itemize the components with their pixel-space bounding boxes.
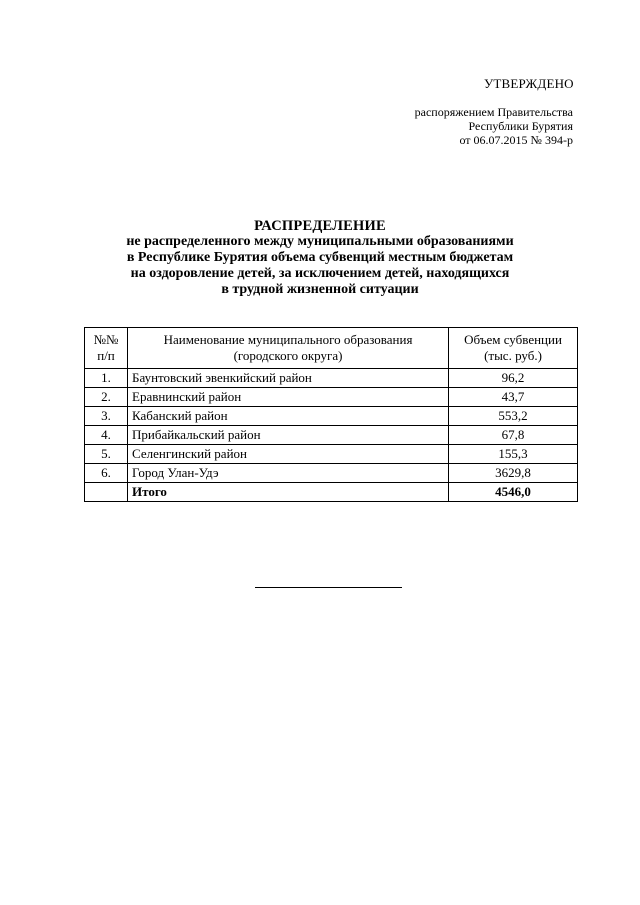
- table-row: [85, 464, 578, 483]
- table-row: [85, 407, 578, 426]
- row-value: 43,7: [449, 388, 578, 407]
- approved-stamp: УТВЕРЖДЕНО: [484, 76, 574, 91]
- closing-rule: [255, 587, 402, 588]
- row-name: Кабанский район: [128, 407, 449, 426]
- approval-line-3: от 06.07.2015 № 394-р: [459, 133, 573, 147]
- row-num: 3.: [85, 407, 128, 426]
- header-name-line-2: (городского округа): [233, 348, 343, 363]
- row-num: 5.: [85, 445, 128, 464]
- header-value-line-2: (тыс. руб.): [484, 348, 542, 363]
- total-num-empty: [85, 483, 128, 502]
- total-row: [85, 483, 578, 502]
- total-value: 4546,0: [449, 483, 578, 502]
- header-value: [449, 328, 578, 369]
- title-line-2: не распределенного между муниципальными образованиями: [126, 234, 514, 249]
- row-num: 2.: [85, 388, 128, 407]
- table-row: [85, 388, 578, 407]
- row-num: 4.: [85, 426, 128, 445]
- table-header-row: [85, 328, 578, 369]
- row-name: Еравнинский район: [128, 388, 449, 407]
- title-line-4: на оздоровление детей, за исключением детей, находящихся: [130, 266, 510, 281]
- header-num: [85, 328, 128, 369]
- header-num-line-1: №№: [93, 332, 119, 347]
- document-title: [60, 218, 580, 298]
- row-name: Город Улан-Удэ: [128, 464, 449, 483]
- title-line-3: в Республике Бурятия объема субвенций местным бюджетам: [126, 250, 514, 265]
- row-value: 3629,8: [449, 464, 578, 483]
- table-row: [85, 426, 578, 445]
- total-label: Итого: [128, 483, 449, 502]
- header-value-line-1: Объем субвенции: [464, 332, 562, 347]
- row-value: 96,2: [449, 369, 578, 388]
- subvention-table: [84, 327, 578, 502]
- row-num: 1.: [85, 369, 128, 388]
- table-row: [85, 369, 578, 388]
- row-name: Прибайкальский район: [128, 426, 449, 445]
- table-row: [85, 445, 578, 464]
- row-value: 553,2: [449, 407, 578, 426]
- row-value: 155,3: [449, 445, 578, 464]
- title-line-1: РАСПРЕДЕЛЕНИЕ: [254, 218, 386, 234]
- approval-line-2: Республики Бурятия: [468, 119, 573, 133]
- row-name: Селенгинский район: [128, 445, 449, 464]
- title-line-5: в трудной жизненной ситуации: [221, 282, 419, 297]
- row-value: 67,8: [449, 426, 578, 445]
- header-name-line-1: Наименование муниципального образования: [163, 332, 413, 347]
- approval-line-1: распоряжением Правительства: [414, 105, 573, 119]
- header-num-line-2: п/п: [97, 348, 115, 363]
- row-num: 6.: [85, 464, 128, 483]
- row-name: Баунтовский эвенкийский район: [128, 369, 449, 388]
- header-name: [128, 328, 449, 369]
- approval-details: [380, 105, 573, 147]
